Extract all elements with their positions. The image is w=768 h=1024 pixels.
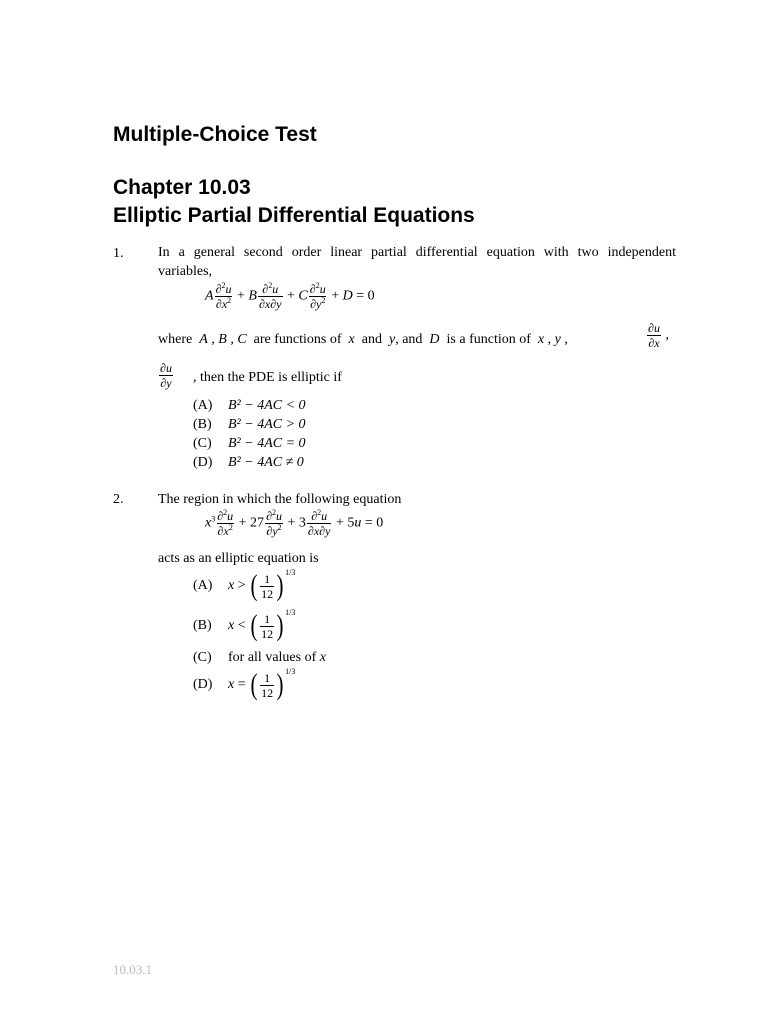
- question-1-line-1: In a general second order linear partial differential equation with two independent: [158, 245, 676, 260]
- du-dx-fraction: $\frac{\partial u}{\partial x}$ ,: [648, 321, 669, 350]
- du-dy-fraction: $\frac{\partial u}{\partial y}$: [160, 361, 172, 390]
- question-2-option-b: (B) x < ( $\frac{1}{12}$ ) $^{1/3}$: [193, 608, 296, 642]
- is-function-text: is a function of: [446, 332, 531, 347]
- question-1-number: 1.: [113, 246, 124, 261]
- question-1-option-c: (C) B² − 4AC = 0: [193, 436, 306, 451]
- and-text: and: [361, 332, 382, 347]
- question-1-where-line: where A , B , C are functions of x and y, and D is a function of x , y ,: [158, 332, 568, 347]
- question-1-then-text: , then the PDE is elliptic if: [193, 370, 342, 385]
- question-2-equation: $x^3$ $\frac{\partial^2u}{\partial x^2}$ + 27 $\frac{\partial^2u}{\partial y^2}$ + 3 $\frac{\partial^2u}{\partial x\partial y}$ + 5u = 0: [205, 508, 384, 538]
- where-text: where: [158, 332, 193, 347]
- question-1-option-b: (B) B² − 4AC > 0: [193, 417, 306, 432]
- question-2-line-1: The region in which the following equation: [158, 492, 402, 507]
- question-2-option-a: (A) x > ( $\frac{1}{12}$ ) $^{1/3}$: [193, 568, 296, 602]
- and-text-2: , and: [395, 332, 423, 347]
- chapter-number: Chapter 10.03: [113, 176, 251, 199]
- question-2-number: 2.: [113, 492, 124, 507]
- are-functions-text: are functions of: [253, 332, 342, 347]
- page-number-footer: 10.03.1: [113, 962, 152, 977]
- question-2-line-2: acts as an elliptic equation is: [158, 551, 319, 566]
- test-title: Multiple-Choice Test: [113, 123, 317, 146]
- question-1-option-d: (D) B² − 4AC ≠ 0: [193, 455, 304, 470]
- question-1-line-2: variables,: [158, 264, 213, 279]
- general-pde-equation: A $\frac{\partial^2u}{\partial x^2}$ + B $\frac{\partial^2u}{\partial x\partial y}$ + C $\frac{\partial^2u}{\partial y^2}$ + D = 0: [205, 281, 375, 311]
- question-2-option-d: (D) x = ( $\frac{1}{12}$ ) $^{1/3}$: [193, 667, 296, 701]
- question-2-option-c: (C) for all values of x: [193, 650, 326, 665]
- chapter-title: Elliptic Partial Differential Equations: [113, 204, 475, 227]
- question-1-option-a: (A) B² − 4AC < 0: [193, 398, 306, 413]
